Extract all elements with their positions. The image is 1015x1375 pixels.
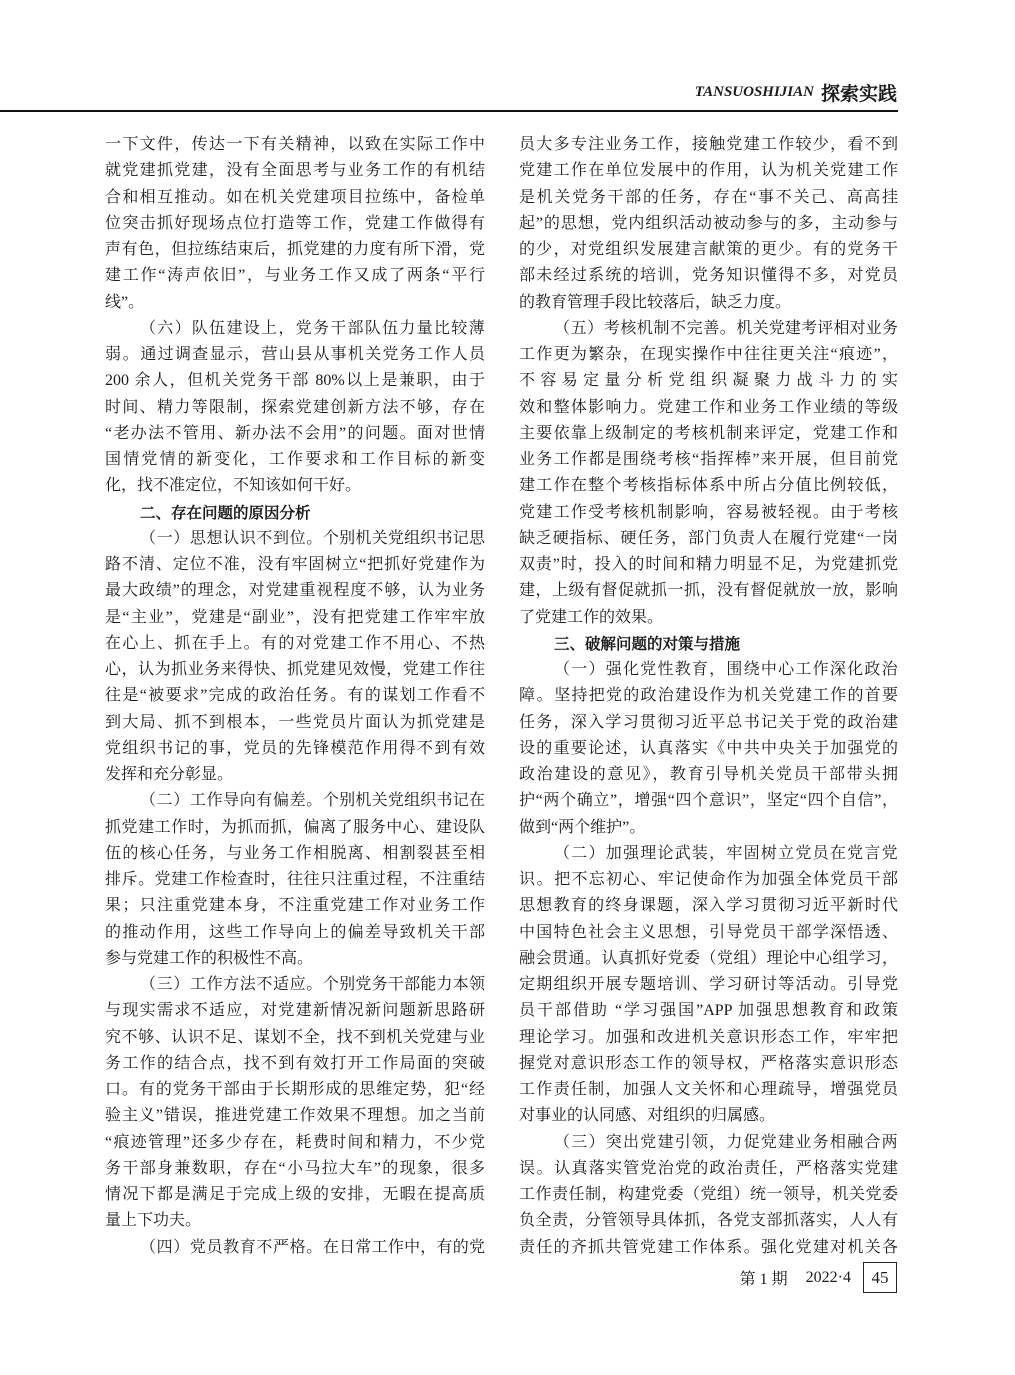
- section-heading: 三、破解问题的对策与措施: [554, 634, 741, 653]
- text-line: 情况下都是满足于完成上级的安排，无暇在提高质: [105, 1186, 485, 1203]
- text-line: 与现实需求不适应，对党建新情况新问题新思路研: [105, 1002, 485, 1020]
- text-line: [519, 657, 898, 683]
- section-heading: 二、存在问题的原因分析: [140, 503, 311, 522]
- issue-date: 2022·4: [805, 1268, 851, 1286]
- text-line: 抓党建工作时，为抓而抓，偏离了服务中心、建设队: [105, 818, 485, 836]
- paragraph: [105, 788, 485, 972]
- lead-text: （一）强化党性教育，围绕中心工作深化政治: [554, 661, 898, 678]
- text-line: 到大局、抓不到根本，一些党员片面认为抓党建是: [105, 713, 485, 731]
- text-line: 位突击抓好现场点位打造等工作，党建工作做得有: [105, 214, 485, 232]
- lead-text: （二）加强理论武装，牢固树立党员在党言党: [554, 844, 898, 862]
- text-line: 是“主业”，党建是“副业”，没有把党建工作牢牢放: [105, 608, 485, 626]
- text-line: 融会贯通。认真抓好党委（党组）理论中心组学习，: [519, 949, 898, 967]
- lead-text: （二）工作导向有偏差。: [140, 792, 323, 810]
- text-line: [105, 316, 485, 342]
- lead-text: （四）党员教育不严格。: [140, 1238, 323, 1256]
- text-line: 工作责任制，加强人文关怀和心理疏导，增强党员: [519, 1081, 898, 1098]
- text-line: 责任的齐抓共管党建工作体系。强化党建对机关各: [519, 1238, 898, 1256]
- text-line: [519, 867, 898, 893]
- body-text: 个别党务干部能力本领: [322, 976, 485, 993]
- lead-text: （三）工作方法不适应。: [140, 976, 323, 993]
- text-line: 起”的思想，党内组织活动被动参与的多，主动参与: [519, 214, 898, 232]
- body-text: 通过调查显示，营山县从事机关党务工作人员: [140, 346, 485, 363]
- text-line: 果；只注重党建本身，不注重党建工作对业务工作: [105, 897, 485, 915]
- text-line: 任务，深入学习贯彻习近平总书记关于党的政治建: [519, 713, 898, 731]
- text-line: [105, 972, 485, 998]
- body-text: 机关党建考评相对业务: [736, 319, 898, 337]
- text-line: [519, 841, 898, 867]
- body-text: 个别机关党组织书记在: [322, 792, 485, 810]
- text-line: 建，上级有督促就抓一抓，没有督促就放一放，影响: [519, 582, 898, 600]
- text-line: 对事业的认同感、对组织的归属感。: [519, 1107, 776, 1125]
- lead-text: 误。: [519, 1159, 555, 1177]
- text-line: 口。有的党务干部由于长期形成的思维定势，犯“经: [105, 1081, 485, 1098]
- paragraph: [519, 841, 898, 1130]
- left-column: [105, 132, 485, 1261]
- text-line: 化，找不准定位，不知该如何干好。: [105, 477, 362, 495]
- text-line: 参与党建工作的积极性不高。: [105, 949, 314, 967]
- text-line: 声有色，但拉练结束后，抓党建的力度有所下滑，党: [105, 241, 485, 258]
- journal-title: 探索实践: [820, 82, 897, 105]
- lead-text: （六）队伍建设上，党务干部队伍力量比较薄: [140, 319, 485, 337]
- body-text: 个别机关党组织书记思: [322, 529, 485, 547]
- text-line: 工作更为繁杂，在现实操作中往往更关注“痕迹”，: [519, 346, 898, 363]
- text-line: 的少，对党组织发展建言献策的更少。有的党务干: [519, 241, 898, 258]
- text-line: 员大多专注业务工作，接触党建工作较少，看不到: [519, 136, 898, 153]
- paragraph: [105, 526, 485, 789]
- text-line: 主要依靠上级制定的考核机制来评定，党建工作和: [519, 424, 898, 442]
- text-line: 双责”时，投入的时间和精力明显不足，为党建抓党: [519, 556, 898, 573]
- text-line: 党建工作受考核机制影响，容易被轻视。由于考核: [519, 503, 898, 521]
- text-line: “痕迹管理”还多少存在，耗费时间和精力，不少党: [105, 1133, 485, 1151]
- text-line: 效和整体影响力。党建工作和业务工作业绩的等级: [519, 398, 898, 416]
- text-line: 验主义”错误，推进党建工作效果不理想。加之当前: [105, 1107, 485, 1125]
- text-line: 的推动作用，这些工作导向上的偏差导致机关干部: [105, 923, 485, 941]
- text-line: 国情党情的新变化，工作要求和工作目标的新变: [105, 451, 485, 468]
- text-line: 伍的核心任务，与业务工作相脱离、相割裂甚至相: [105, 844, 485, 862]
- text-line: [519, 683, 898, 709]
- page-footer: [740, 1262, 897, 1293]
- text-line: [519, 316, 898, 342]
- text-line: 建工作在整个考核指标体系中所占分值比例较低，: [519, 477, 898, 495]
- lead-text: 弱。: [105, 346, 141, 363]
- lead-text: 障。: [519, 687, 555, 705]
- text-line: 员干部借助 “学习强国”APP 加强思想教育和政策: [519, 1002, 898, 1020]
- issue-number: 第 1 期: [739, 1271, 788, 1288]
- text-line: 究不够、认识不足、谋划不全，找不到机关党建与业: [105, 1028, 485, 1046]
- text-line: 党建工作在单位发展中的作用，认为机关党建工作: [519, 162, 898, 180]
- right-column: [519, 132, 898, 1261]
- text-line: [105, 1235, 485, 1261]
- body-text: 在日常工作中，有的党: [322, 1238, 485, 1256]
- text-line: 护“两个确立”，增强“四个意识”，坚定“四个自信”，: [519, 792, 898, 810]
- text-line: [105, 526, 485, 552]
- text-line: 往是“被要求”完成的政治任务。有的谋划工作看不: [105, 687, 485, 705]
- text-line: 最大政绩”的理念，对党建重视程度不够，认为业务: [105, 582, 485, 600]
- lead-text: （三）突出党建引领，力促党建业务相融合两: [554, 1133, 898, 1151]
- text-line: 握党对意识形态工作的领导权，严格落实意识形态: [519, 1054, 898, 1072]
- text-line: 务干部身兼数职，存在“小马拉大车”的现象，很多: [105, 1159, 485, 1177]
- text-line: 一下文件，传达一下有关精神，以致在实际工作中: [105, 136, 485, 153]
- text-line: 线”。: [105, 293, 145, 311]
- text-line: 发挥和充分彰显。: [105, 766, 234, 783]
- body-text: 把不忘初心、牢记使命作为加强全体党员干部: [554, 871, 898, 888]
- text-line: 理论学习。加强和改进机关意识形态工作，牢牢把: [519, 1028, 898, 1046]
- text-line: 在心上、抓在手上。有的对党建工作不用心、不热: [105, 634, 485, 652]
- paragraph: [105, 1235, 485, 1261]
- text-line: 路不清、定位不准，没有牢固树立“把抓好党建作为: [105, 556, 485, 573]
- text-line: 业务工作都是围绕考核“指挥棒”来开展，但目前党: [519, 451, 898, 468]
- text-line: 思想教育的终身课题，深入学习贯彻习近平新时代: [519, 897, 898, 915]
- lead-text: 识。: [519, 871, 555, 888]
- lead-text: （五）考核机制不完善。: [554, 319, 737, 337]
- text-line: 不容易定量分析党组织凝聚力战斗力的实: [519, 372, 898, 390]
- text-line: 的教育管理手段比较落后，缺乏力度。: [519, 293, 792, 311]
- paragraph: [105, 316, 485, 500]
- text-line: 负全责，分管领导具体抓，各党支部抓落实，人人有: [519, 1212, 898, 1230]
- paragraph: [519, 132, 898, 316]
- text-line: [105, 342, 485, 368]
- text-line: 做到“两个维护”。: [519, 818, 646, 836]
- paragraph: [105, 132, 485, 316]
- text-line: 排斥。党建工作检查时，往往只注重过程，不注重结: [105, 871, 485, 888]
- text-line: 缺乏硬指标、硬任务，部门负责人在履行党建“一岗: [519, 529, 898, 547]
- journal-pinyin: TANSUOSHIJIAN: [694, 83, 814, 100]
- running-header: [695, 78, 897, 106]
- text-line: 心，认为抓业务来得快、抓党建见效慢，党建工作往: [105, 661, 485, 678]
- text-line: 200 余人，但机关党务干部 80%以上是兼职，由于: [105, 372, 485, 390]
- body-text: 认真落实管党治党的政治责任，严格落实党建: [554, 1159, 898, 1177]
- paragraph: [519, 316, 898, 631]
- text-line: 务工作的结合点，找不到有效打开工作局面的突破: [105, 1054, 485, 1072]
- text-line: 定期组织开展专题培训、学习研讨等活动。引导党: [519, 976, 898, 993]
- text-line: 建工作“涛声依旧”，与业务工作又成了两条“平行: [105, 267, 485, 285]
- text-line: 中国特色社会主义思想，引导党员干部学深悟透、: [519, 923, 898, 941]
- text-line: [105, 788, 485, 814]
- text-line: 量上下功夫。: [105, 1212, 202, 1230]
- text-line: 合和相互推动。如在机关党建项目拉练中，备检单: [105, 188, 485, 206]
- text-line: 是机关党务干部的任务，存在“事不关己、高高挂: [519, 188, 898, 206]
- paragraph: [105, 972, 485, 1235]
- text-line: 设的重要论述，认真落实《中共中央关于加强党的: [519, 739, 898, 757]
- text-line: 时间、精力等限制，探索党建创新方法不够，存在: [105, 398, 485, 416]
- page-number: 45: [863, 1262, 897, 1293]
- lead-text: （一）思想认识不到位。: [140, 529, 323, 547]
- text-line: [519, 1156, 898, 1182]
- text-line: 了党建工作的效果。: [519, 608, 664, 626]
- text-line: 政治建设的意见》，教育引导机关党员干部带头拥: [519, 766, 898, 783]
- text-line: 党组织书记的事，党员的先锋模范作用得不到有效: [105, 739, 485, 757]
- body-text: 坚持把党的政治建设作为机关党建工作的首要: [554, 687, 898, 705]
- paragraph: [519, 1130, 898, 1261]
- text-line: 部未经过系统的培训，党务知识懂得不多，对党员: [519, 267, 898, 285]
- text-line: “老办法不管用、新办法不会用”的问题。面对世情: [105, 424, 485, 442]
- paragraph: [519, 657, 898, 841]
- header-rule: [0, 110, 898, 112]
- text-line: 工作责任制，构建党委（党组）统一领导，机关党委: [519, 1186, 898, 1203]
- text-line: 就党建抓党建，没有全面思考与业务工作的有机结: [105, 162, 485, 180]
- text-line: [519, 1130, 898, 1156]
